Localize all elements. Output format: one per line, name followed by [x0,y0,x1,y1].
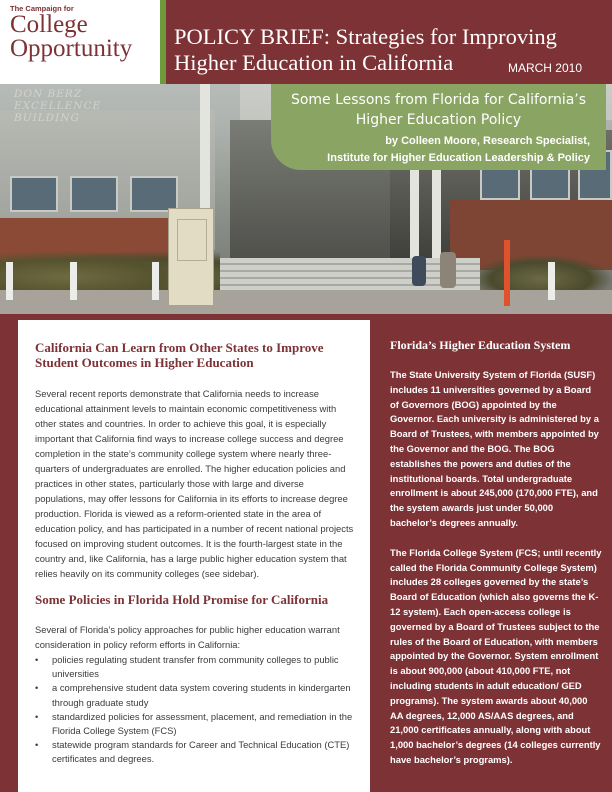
photo-pillar [410,170,419,270]
list-item [35,710,356,738]
campaign-logo [0,0,160,84]
byline-author: by Colleen Moore, Research Specialist, [385,135,590,147]
photo-ground [0,290,612,314]
policy-intro: Several of Florida’s policy approaches for public higher education warrant consideration in policy reform efforts in California: [35,624,340,650]
list-item-text: policies regulating student transfer from community colleges to public universities [52,654,339,680]
photo-shrubs [470,255,612,295]
bullet: • [35,739,39,751]
bullet: • [35,710,39,722]
subtitle: Some Lessons from Florida for California’s Higher Education Policy [290,92,587,128]
photo-window [70,176,118,212]
main-content-card [18,320,370,792]
photo-bollard [548,262,555,300]
photo-recycle-bin [168,208,214,306]
logo-main-line2: Opportunity [10,35,133,62]
sidebar-paragraph-fcs: The Florida College System (FCS; until recently called the Florida Community College System) includes 28 colleges governed by the state’s Board of Education (which also governs the K-12 system). Each open-access college is governed by a Board of Trustees subject to the rules of the Board of Education, with members appointed by the Governor. System enrollment is about 900,000 (about 410,000 FTE, not including students in adult education/ GED programs). The system awards about 40,000 AA degrees, 12,000 AS/AAS degrees, and 21,000 certificates annually, along with about 1,000 bachelor’s degrees (14 colleges currently have bachelor’s programs). [390,546,602,765]
sidebar-paragraph-susf: The State University System of Florida (SUSF) includes 11 universities governed by a Board of Governors (BOG) appointed by the Governor. Each university is administered by a Board of Trustees, with members appointed by the Governor and the BOG. The BOG establishes the powers and duties of the institutional boards. Total undergraduate enrollment is about 245,000 (170,000 FTE), and the system awards just under 50,000 bachelor’s degrees annually. [390,369,599,528]
byline [250,133,590,167]
photo-bollard [152,262,159,300]
page-title: POLICY BRIEF: Strategies for Improving Higher Education in California [174,24,557,75]
sidebar-heading: Florida’s Higher Education System [390,338,571,352]
list-item-text: a comprehensive student data system covering students in kindergarten through graduate study [52,682,351,708]
logo-main-line1: College [10,11,88,38]
logo-top-line: The Campaign for [10,4,74,13]
list-item [35,738,356,766]
photo-caption: DON BERZ EXCELLENCE BUILDING [14,88,102,124]
photo-traffic-pole [504,240,510,306]
sidebar [390,338,602,768]
photo-window [10,176,58,212]
bullet: • [35,682,39,694]
photo-bollard [70,262,77,300]
photo-window [130,176,178,212]
list-item [35,681,356,709]
publication-date: MARCH 2010 [507,61,582,75]
byline-institute: Institute for Higher Education Leadership & Policy [327,152,590,164]
main-paragraph: Several recent reports demonstrate that California needs to increase educational attainment levels to maintain economic competitiveness with other states and countries. In order to achieve this goal, it is especially important that California find ways to increase college success and degree completion in the state’s community college system where nearly three-quarters of undergraduates are enrolled. The higher education policies and practices in other states, particularly those with large and diverse populations, may offer lessons for California in its efforts to increase degree production. Florida is viewed as a reform-oriented state in the area of education policy, and has participated in a number of recent national projects focused on improving student outcomes. It is the fourth-largest state in the country and, like California, has a large public higher education system that relies heavily on its community colleges (see sidebar). [35,388,354,579]
list-item [35,653,356,681]
bullet: • [35,654,39,665]
policy-heading: Some Policies in Florida Hold Promise for California [35,592,329,607]
photo-bollard [6,262,13,300]
main-heading: California Can Learn from Other States to Improve Student Outcomes in Higher Education [35,340,324,370]
photo-person [412,256,426,286]
list-item-text: statewide program standards for Career and Technical Education (CTE) certificates and degrees. [52,739,350,765]
list-item-text: standardized policies for assessment, placement, and remediation in the Florida College System (FCS) [52,710,353,737]
photo-person [440,252,456,288]
title-bar [166,0,612,84]
policy-list [35,653,356,767]
